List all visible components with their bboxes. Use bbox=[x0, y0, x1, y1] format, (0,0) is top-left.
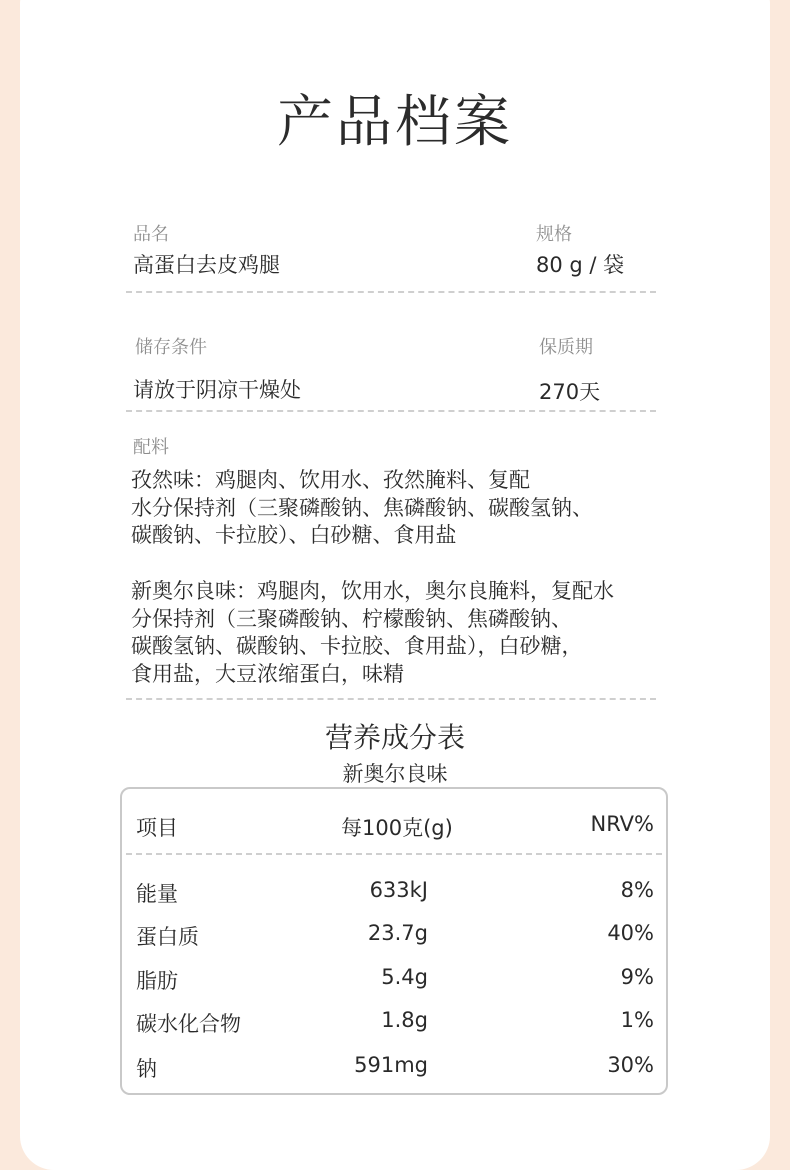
table-row-nrv: 1% bbox=[620, 1008, 654, 1032]
ingredients-line: 碳酸氢钠、碳酸钠、卡拉胶、食用盐），白砂糖， bbox=[131, 634, 583, 658]
ingredients-label: 配料 bbox=[133, 437, 169, 458]
storage-value: 请放于阴凉干燥处 bbox=[133, 378, 301, 402]
divider bbox=[126, 698, 656, 700]
table-header-per100g: 每100克(g) bbox=[341, 816, 453, 840]
table-row-name: 脂肪 bbox=[136, 969, 178, 993]
ingredients-line: 水分保持剂（三聚磷酸钠、焦磷酸钠、碳酸氢钠、 bbox=[131, 495, 593, 520]
table-row-amount: 1.8g bbox=[381, 1008, 428, 1032]
page-title: 产品档案 bbox=[277, 90, 513, 155]
shelf-life-value: 270天 bbox=[539, 380, 601, 404]
ingredients-orleans bbox=[131, 578, 691, 688]
table-row-nrv: 40% bbox=[607, 921, 654, 945]
name-label: 品名 bbox=[133, 224, 169, 245]
table-divider bbox=[126, 853, 662, 855]
table-row-amount: 5.4g bbox=[381, 965, 428, 989]
table-row-nrv: 9% bbox=[620, 965, 654, 989]
table-row-name: 钠 bbox=[136, 1057, 157, 1081]
ingredients-cumin bbox=[131, 467, 691, 550]
table-row-amount: 591mg bbox=[354, 1053, 428, 1077]
table-row-name: 能量 bbox=[136, 882, 178, 906]
table-row-name: 蛋白质 bbox=[136, 925, 199, 949]
ingredients-line: 孜然味：鸡腿肉、饮用水、孜然腌料、复配 bbox=[131, 468, 530, 492]
spec-value: 80 g / 袋 bbox=[536, 253, 625, 277]
nutrition-subtitle: 新奥尔良味 bbox=[342, 762, 448, 786]
ingredients-line: 碳酸钠、卡拉胶）、白砂糖、食用盐 bbox=[131, 523, 457, 547]
table-header-item: 项目 bbox=[136, 816, 178, 840]
divider bbox=[126, 291, 656, 293]
name-value: 高蛋白去皮鸡腿 bbox=[133, 253, 280, 277]
table-row-nrv: 8% bbox=[620, 878, 654, 902]
storage-label: 储存条件 bbox=[135, 337, 207, 358]
ingredients-line: 食用盐，大豆浓缩蛋白，味精 bbox=[131, 661, 404, 686]
table-row-nrv: 30% bbox=[607, 1053, 654, 1077]
divider bbox=[126, 410, 656, 412]
shelf-life-label: 保质期 bbox=[539, 337, 593, 358]
table-row-amount: 633kJ bbox=[369, 878, 428, 902]
spec-label: 规格 bbox=[536, 224, 572, 245]
nutrition-title: 营养成分表 bbox=[324, 721, 465, 754]
table-header-nrv: NRV% bbox=[590, 812, 654, 836]
table-row-name: 碳水化合物 bbox=[136, 1012, 241, 1036]
ingredients-line: 新奥尔良味：鸡腿肉，饮用水，奥尔良腌料，复配水 bbox=[131, 579, 614, 603]
ingredients-line: 分保持剂（三聚磷酸钠、柠檬酸钠、焦磷酸钠、 bbox=[131, 606, 572, 631]
table-row-amount: 23.7g bbox=[367, 921, 428, 945]
